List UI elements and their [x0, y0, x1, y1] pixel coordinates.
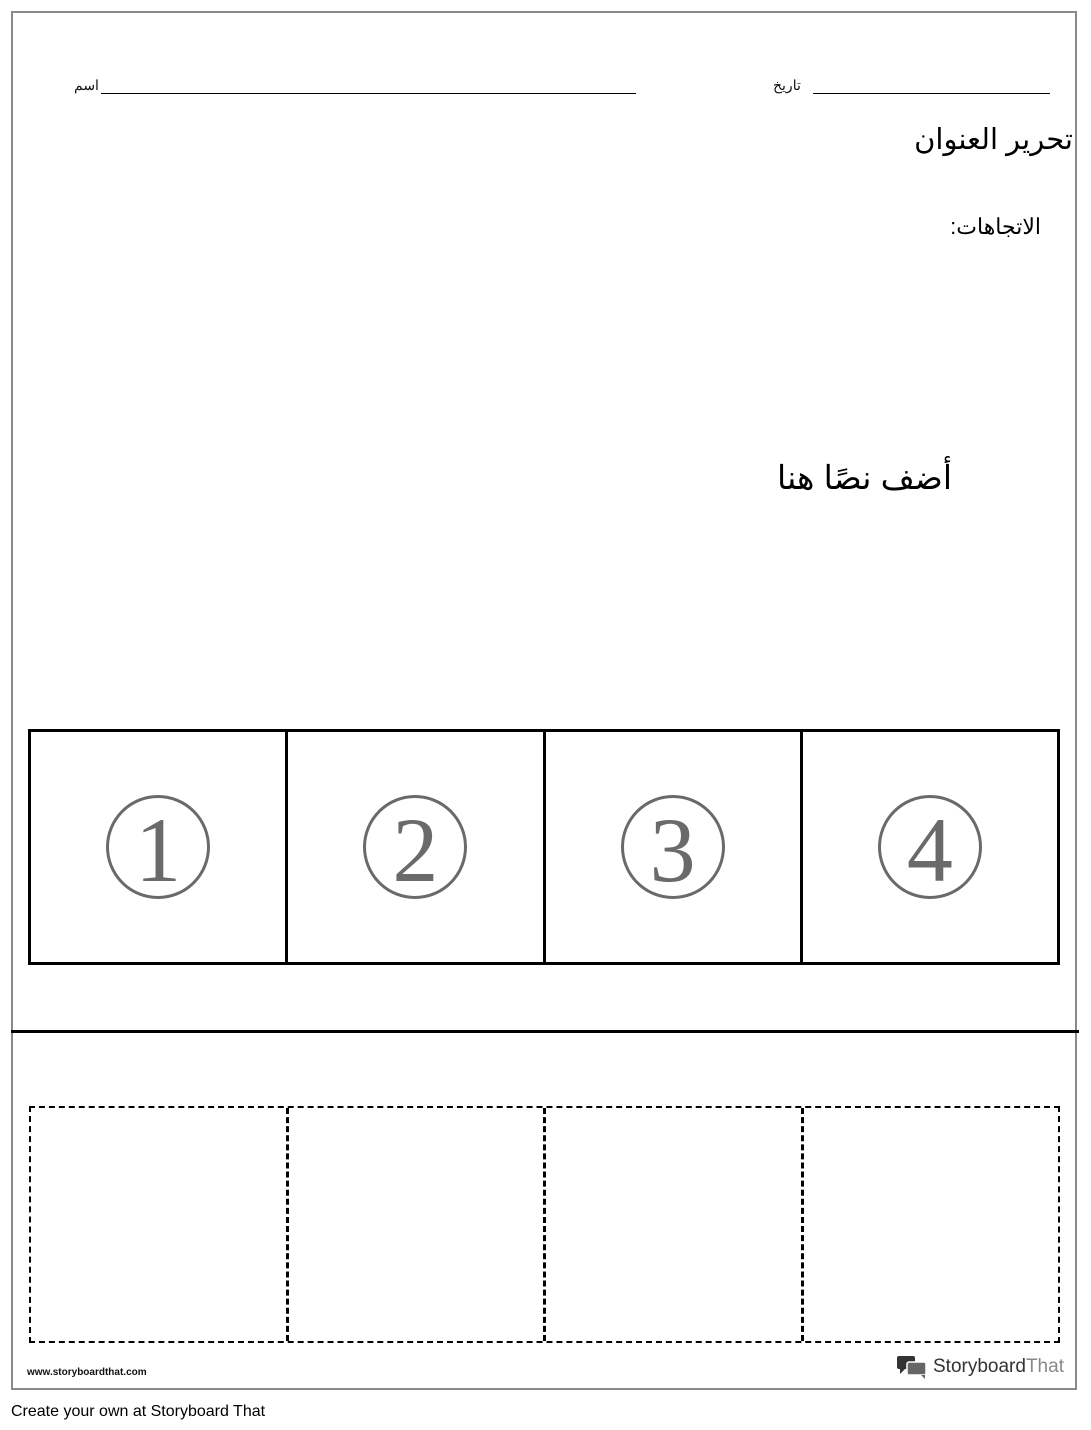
- create-own-link[interactable]: Create your own at Storyboard That: [11, 1403, 266, 1420]
- date-label: تاريخ: [773, 77, 801, 93]
- cutout-box-3[interactable]: [543, 1108, 801, 1341]
- date-line[interactable]: [813, 93, 1050, 94]
- brand-name-secondary: That: [1025, 1356, 1064, 1377]
- panel-1[interactable]: [31, 732, 285, 962]
- cutout-box-4[interactable]: [801, 1108, 1059, 1341]
- directions-label[interactable]: الاتجاهات:: [950, 214, 1041, 239]
- brand-name-primary: Storyboard: [933, 1356, 1026, 1377]
- section-divider: [11, 1030, 1079, 1033]
- name-label: اسم: [74, 77, 99, 93]
- panel-3[interactable]: [543, 732, 800, 962]
- circled-number-2: 2: [363, 795, 467, 899]
- panel-2[interactable]: [285, 732, 542, 962]
- placeholder-text[interactable]: أضف نصًا هنا: [777, 459, 952, 496]
- speech-bubbles-icon: [896, 1354, 928, 1380]
- numbered-panels-row: [28, 729, 1060, 965]
- cutout-box-1[interactable]: [31, 1108, 286, 1341]
- circled-number-3: 3: [621, 795, 725, 899]
- website-url: www.storyboardthat.com: [27, 1367, 147, 1378]
- circled-number-4: 4: [878, 795, 982, 899]
- cutout-boxes-row: [29, 1106, 1060, 1343]
- brand-logo[interactable]: [896, 1354, 1064, 1380]
- name-line[interactable]: [101, 93, 636, 94]
- worksheet-title[interactable]: تحرير العنوان: [914, 124, 1073, 156]
- panel-4[interactable]: [800, 732, 1057, 962]
- cutout-box-2[interactable]: [286, 1108, 544, 1341]
- circled-number-1: 1: [106, 795, 210, 899]
